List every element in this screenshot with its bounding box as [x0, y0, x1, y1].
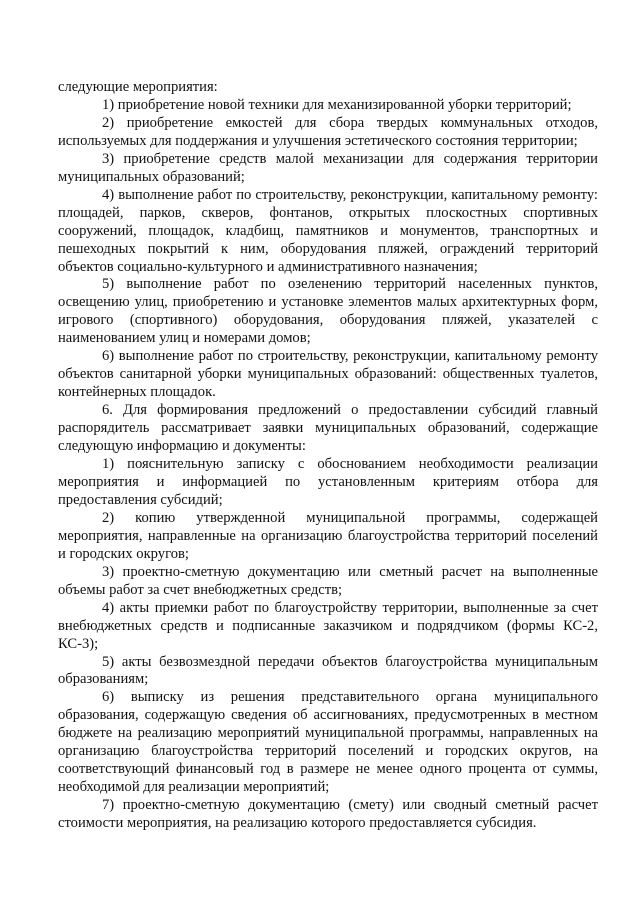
list-item-5-landscaping-works: 5) выполнение работ по озеленению территорий населенных пунктов, освещению улиц, приобретению и установке элементов малых архитектурных форм, игрового (спортивного) оборудования, оборудования пляжей, указателей с наименованием улиц и номерами домов; — [58, 276, 598, 347]
doc-item-5-transfer-acts: 5) акты безвозмездной передачи объектов благоустройства муниципальным образованиям; — [58, 653, 598, 688]
list-item-4-construction-works: 4) выполнение работ по строительству, реконструкции, капитальному ремонту: площадей, парков, скверов, фонтанов, открытых плоскостных спортивных сооружений, площадок, кладбищ, памятников и монументов, транспортных и пешеходных покрытий к ним, оборудования пляжей, ограждений территорий объектов социально-культурного и административного назначения; — [58, 186, 598, 275]
doc-item-7-cost-estimate: 7) проектно-сметную документацию (смету) или сводный сметный расчет стоимости мероприятия, на реализацию которого предоставляется субсидия. — [58, 797, 598, 832]
doc-item-3-estimate-documentation: 3) проектно-сметную документацию или сметный расчет на выполненные объемы работ за счет внебюджетных средств; — [58, 563, 598, 598]
doc-item-1-explanatory-note: 1) пояснительную записку с обоснованием необходимости реализации мероприятия и информацией по установленным критериям отбора для предоставления субсидий; — [58, 456, 598, 508]
list-item-6-sanitary-facilities: 6) выполнение работ по строительству, реконструкции, капитальному ремонту объектов санитарной уборки муниципальных образований: общественных туалетов, контейнерных площадок. — [58, 348, 598, 401]
list-item-1-new-equipment: 1) приобретение новой техники для механизированной уборки территорий; — [102, 96, 572, 113]
section-6-paragraph: 6. Для формирования предложений о предоставлении субсидий главный распорядитель рассматривает заявки муниципальных образований, содержащие следующую информацию и документы: — [58, 402, 598, 455]
document-page — [58, 79, 598, 833]
list-item-2-waste-containers: 2) приобретение емкостей для сбора твердых коммунальных отходов, используемых для поддержания и улучшения эстетического состояния территории; — [58, 114, 598, 149]
doc-item-4-acceptance-acts: 4) акты приемки работ по благоустройству территории, выполненные за счет внебюджетных средств и подписанные заказчиком и подрядчиком (формы КС-2, КС-3); — [58, 599, 598, 652]
paragraph-continuation: следующие мероприятия: — [58, 79, 218, 95]
list-item-3-small-mechanization: 3) приобретение средств малой механизации для содержания территории муниципальных образований; — [58, 150, 598, 185]
doc-item-2-municipal-program: 2) копию утвержденной муниципальной программы, содержащей мероприятия, направленные на организацию благоустройства территорий поселений и городских округов; — [58, 509, 598, 562]
doc-item-6-council-decision-extract: 6) выписку из решения представительного органа муниципального образования, содержащую сведения об ассигнованиях, предусмотренных в местном бюджете на реализацию мероприятий муниципальной программы, направленных на организацию благоустройства территорий поселений и городских округов, на соответствующий финансовый год в размере не менее одного процента от суммы, необходимой для реализации мероприятий; — [58, 689, 598, 796]
